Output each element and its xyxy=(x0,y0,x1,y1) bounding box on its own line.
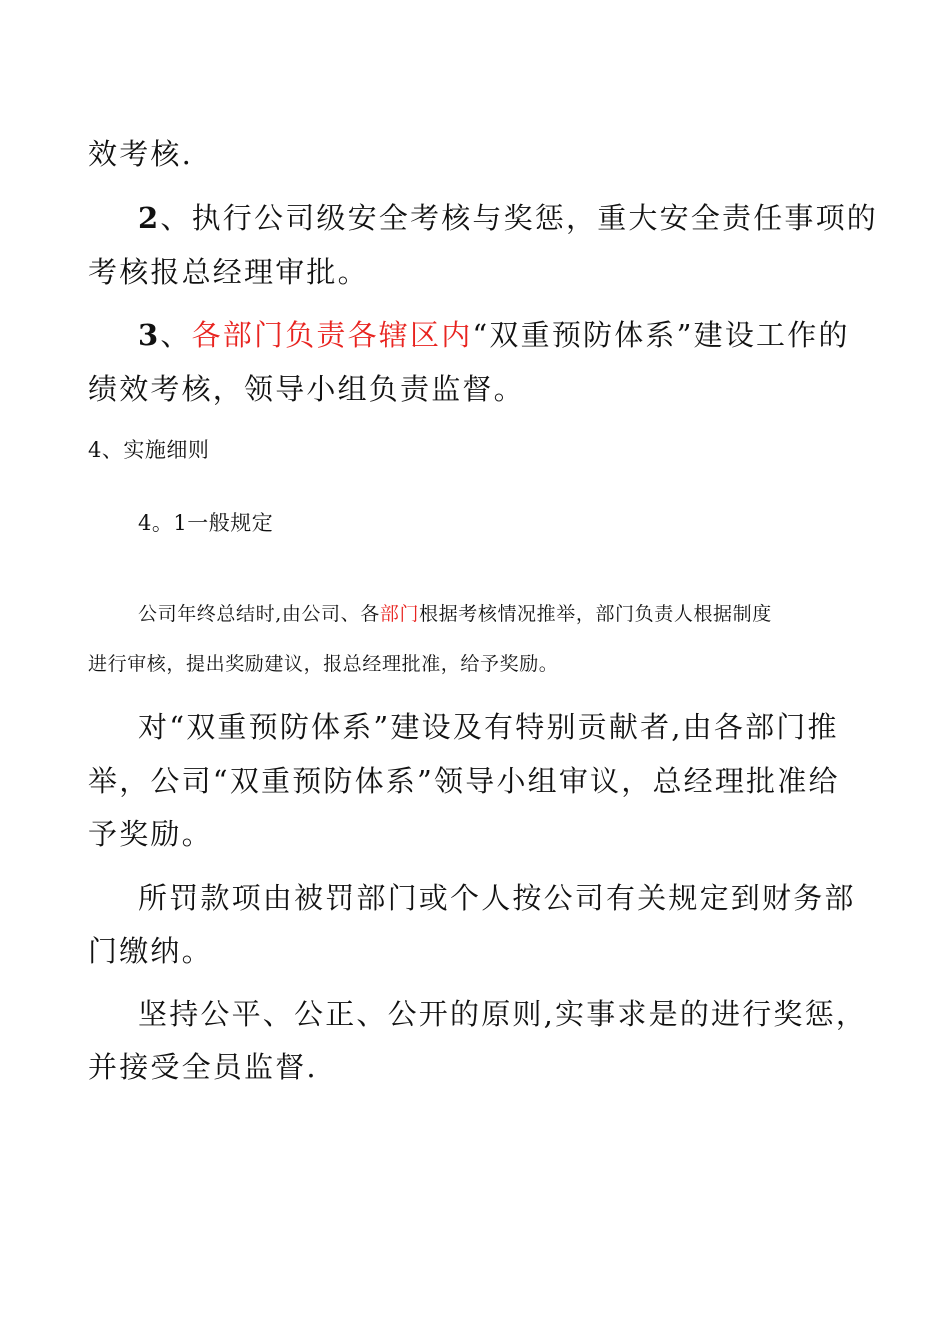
para5-line3: 予奖励。 xyxy=(88,817,213,851)
para2-number: 2 xyxy=(138,201,161,235)
para1-line1: 效考核. xyxy=(88,137,194,171)
para7-line2: 并接受全员监督. xyxy=(88,1050,318,1084)
para3-number: 3 xyxy=(138,318,161,352)
para3-highlight: 各部门负责各辖区内 xyxy=(191,318,473,352)
section-heading: 4、实施细则 xyxy=(88,438,210,462)
para4-line1-a: 公司年终总结时,由公司、各 xyxy=(138,603,380,625)
para5-line2: 举，公司“双重预防体系”领导小组审议，总经理批准给 xyxy=(88,764,840,798)
para2-line1-text: 、执行公司级安全考核与奖惩，重大安全责任事项的 xyxy=(160,201,878,235)
para5-line1: 对“双重预防体系”建设及有特别贡献者,由各部门推 xyxy=(138,710,839,744)
para7-line1: 坚持公平、公正、公开的原则,实事求是的进行奖惩， xyxy=(138,997,868,1031)
para6-line2: 门缴纳。 xyxy=(88,934,213,968)
para4-line2: 进行审核，提出奖励建议，报总经理批准，给予奖励。 xyxy=(88,653,559,675)
para2-line2: 考核报总经理审批。 xyxy=(88,255,369,289)
para6-line1: 所罚款项由被罚部门或个人按公司有关规定到财务部 xyxy=(138,881,856,915)
para3-line1-text: “双重预防体系”建设工作的 xyxy=(472,318,850,352)
para3-line1 xyxy=(138,313,850,354)
subsection-heading: 4。1一般规定 xyxy=(138,511,274,535)
para3-line2: 绩效考核，领导小组负责监督。 xyxy=(88,372,525,406)
para4-highlight: 部门 xyxy=(379,603,420,625)
para4-line1 xyxy=(138,599,772,626)
para2-line1 xyxy=(138,196,878,237)
para3-separator: 、 xyxy=(160,318,192,352)
para4-line1-b: 根据考核情况推举，部门负责人根据制度 xyxy=(419,603,772,625)
